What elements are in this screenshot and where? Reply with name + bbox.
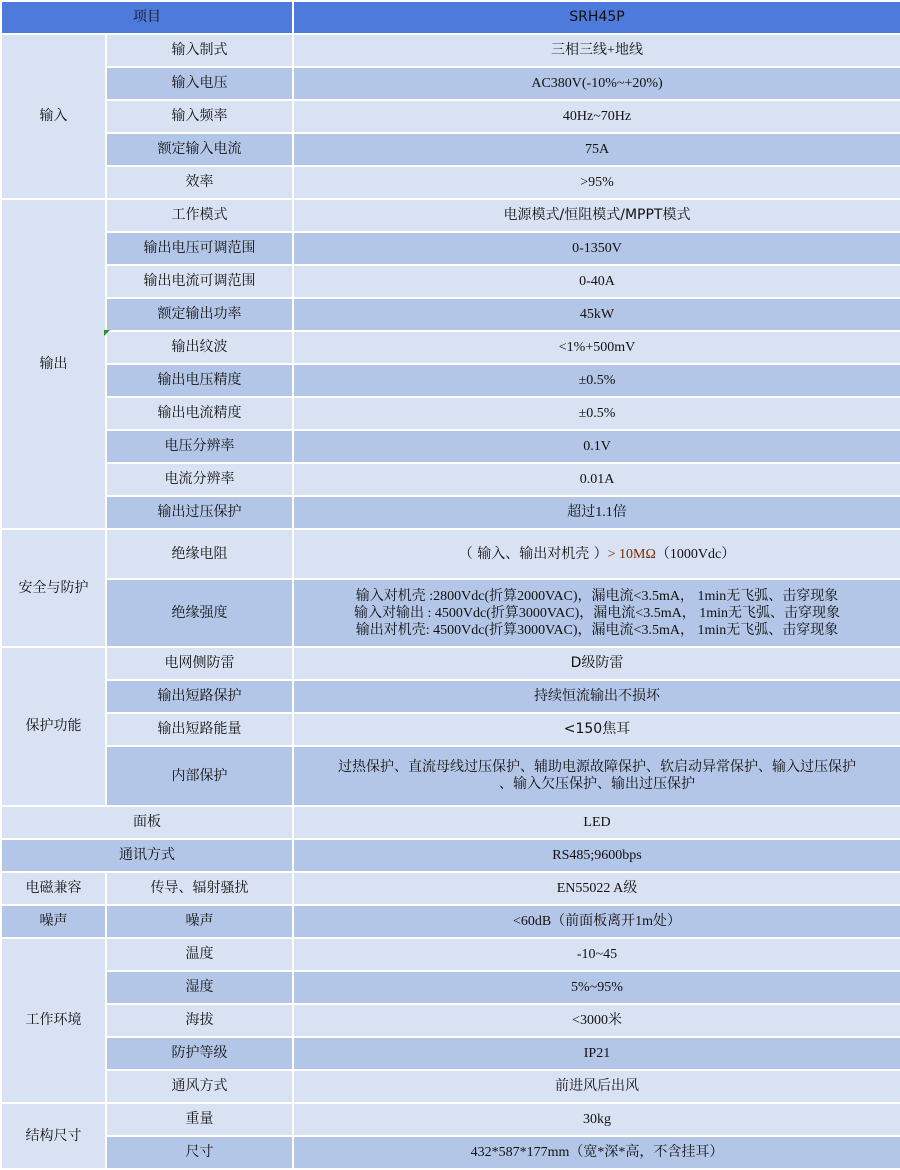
row-label: 电压分辨率 xyxy=(106,430,293,463)
row-label: 输出电压精度 xyxy=(106,364,293,397)
table-row xyxy=(1,529,900,579)
table-row xyxy=(1,100,900,133)
row-label: 输出短路能量 xyxy=(106,713,293,746)
row-label: 绝缘电阻 xyxy=(106,529,293,579)
table-row xyxy=(1,298,900,331)
table-row xyxy=(1,430,900,463)
row-label: 输入电压 xyxy=(106,67,293,100)
row-value: 30kg xyxy=(293,1103,900,1136)
table-row xyxy=(1,67,900,100)
row-value: <3000米 xyxy=(293,1004,900,1037)
table-row xyxy=(1,806,900,839)
row-value: 电源模式/恒阻模式/MPPT模式 xyxy=(293,199,900,232)
table-header-row xyxy=(1,1,900,34)
row-label: 输入制式 xyxy=(106,34,293,67)
table-row xyxy=(1,265,900,298)
table-row xyxy=(1,364,900,397)
table-row xyxy=(1,166,900,199)
table-row xyxy=(1,971,900,1004)
table-row xyxy=(1,647,900,680)
row-label: 内部保护 xyxy=(106,746,293,806)
row-label: 输出过压保护 xyxy=(106,496,293,529)
row-value: ±0.5% xyxy=(293,397,900,430)
row-value: 5%~95% xyxy=(293,971,900,1004)
row-value: 0.01A xyxy=(293,463,900,496)
header-model: SRH45P xyxy=(293,1,900,34)
row-value: EN55022 A级 xyxy=(293,872,900,905)
row-label: 额定输入电流 xyxy=(106,133,293,166)
row-value: 超过1.1倍 xyxy=(293,496,900,529)
row-label: 面板 xyxy=(1,806,293,839)
row-label: 重量 xyxy=(106,1103,293,1136)
row-value: 0-40A xyxy=(293,265,900,298)
group-output: 输出 xyxy=(1,199,106,529)
row-label: 输出电流可调范围 xyxy=(106,265,293,298)
table-row xyxy=(1,1070,900,1103)
row-label: 传导、辐射骚扰 xyxy=(106,872,293,905)
row-label: 尺寸 xyxy=(106,1136,293,1169)
row-label: 电网侧防雷 xyxy=(106,647,293,680)
table-row xyxy=(1,496,900,529)
table-row xyxy=(1,331,900,364)
group-noise: 噪声 xyxy=(1,905,106,938)
row-value xyxy=(293,746,900,806)
table-row xyxy=(1,938,900,971)
row-label: 通讯方式 xyxy=(1,839,293,872)
group-safety: 安全与防护 xyxy=(1,529,106,647)
table-row xyxy=(1,746,900,806)
value-line: 输入对输出 : 4500Vdc(折算3000VAC)，漏电流<3.5mA， 1min无飞弧、击穿现象 xyxy=(354,605,840,621)
table-row xyxy=(1,34,900,67)
row-label: 海拔 xyxy=(106,1004,293,1037)
table-row xyxy=(1,1103,900,1136)
row-label: 工作模式 xyxy=(106,199,293,232)
value-line: 过热保护、直流母线过压保护、辅助电源故障保护、软启动异常保护、输入过压保护 xyxy=(338,759,856,775)
table-row xyxy=(1,713,900,746)
table-row xyxy=(1,905,900,938)
row-value: >95% xyxy=(293,166,900,199)
cell-comment-marker xyxy=(104,330,110,336)
row-label: 噪声 xyxy=(106,905,293,938)
row-label: 温度 xyxy=(106,938,293,971)
value-line: 输入对机壳 :2800Vdc(折算2000VAC)，漏电流<3.5mA， 1min无飞弧、击穿现象 xyxy=(355,588,839,604)
row-label: 输入频率 xyxy=(106,100,293,133)
table-row xyxy=(1,463,900,496)
table-row xyxy=(1,133,900,166)
row-label: 绝缘强度 xyxy=(106,579,293,647)
table-row xyxy=(1,839,900,872)
row-value: AC380V(-10%~+20%) xyxy=(293,67,900,100)
value-line: 输出对机壳: 4500Vdc(折算3000VAC)，漏电流<3.5mA， 1min无飞弧、击穿现象 xyxy=(355,622,839,638)
row-value xyxy=(293,579,900,647)
row-label: 效率 xyxy=(106,166,293,199)
row-label: 湿度 xyxy=(106,971,293,1004)
row-label: 输出电压可调范围 xyxy=(106,232,293,265)
row-value: 40Hz~70Hz xyxy=(293,100,900,133)
table-row xyxy=(1,232,900,265)
value-suffix: （1000Vdc） xyxy=(655,546,736,562)
row-value: -10~45 xyxy=(293,938,900,971)
row-value: 0-1350V xyxy=(293,232,900,265)
row-label: 防护等级 xyxy=(106,1037,293,1070)
row-value: <1%+500mV xyxy=(293,331,900,364)
row-value xyxy=(293,529,900,579)
row-label: 输出短路保护 xyxy=(106,680,293,713)
row-value: 三相三线+地线 xyxy=(293,34,900,67)
row-label: 通风方式 xyxy=(106,1070,293,1103)
table-row xyxy=(1,872,900,905)
table-row xyxy=(1,199,900,232)
row-label: 额定输出功率 xyxy=(106,298,293,331)
row-value: 持续恒流输出不损坏 xyxy=(293,680,900,713)
header-item: 项目 xyxy=(1,1,293,34)
value-line: 、输入欠压保护、输出过压保护 xyxy=(499,776,695,792)
row-value: <60dB（前面板离开1m处） xyxy=(293,905,900,938)
row-value: <150焦耳 xyxy=(293,713,900,746)
row-value: 前进风后出风 xyxy=(293,1070,900,1103)
row-label: 输出纹波 xyxy=(106,331,293,364)
row-value: 0.1V xyxy=(293,430,900,463)
group-protection: 保护功能 xyxy=(1,647,106,806)
row-value: 45kW xyxy=(293,298,900,331)
group-structure: 结构尺寸 xyxy=(1,1103,106,1169)
group-emc: 电磁兼容 xyxy=(1,872,106,905)
row-value: 432*587*177mm（宽*深*高，不含挂耳） xyxy=(293,1136,900,1169)
group-input: 输入 xyxy=(1,34,106,199)
row-value: IP21 xyxy=(293,1037,900,1070)
row-value: RS485;9600bps xyxy=(293,839,900,872)
row-value: LED xyxy=(293,806,900,839)
row-value: 75A xyxy=(293,133,900,166)
row-label: 电流分辨率 xyxy=(106,463,293,496)
row-value: ±0.5% xyxy=(293,364,900,397)
table-row xyxy=(1,1136,900,1169)
row-label: 输出电流精度 xyxy=(106,397,293,430)
table-row xyxy=(1,397,900,430)
value-main: > 10MΩ xyxy=(607,546,656,562)
value-prefix: （ 输入、输出对机壳 ） xyxy=(458,545,608,562)
group-environment: 工作环境 xyxy=(1,938,106,1103)
table-row xyxy=(1,680,900,713)
row-value: D级防雷 xyxy=(293,647,900,680)
table-row xyxy=(1,1037,900,1070)
table-row xyxy=(1,579,900,647)
table-row xyxy=(1,1004,900,1037)
